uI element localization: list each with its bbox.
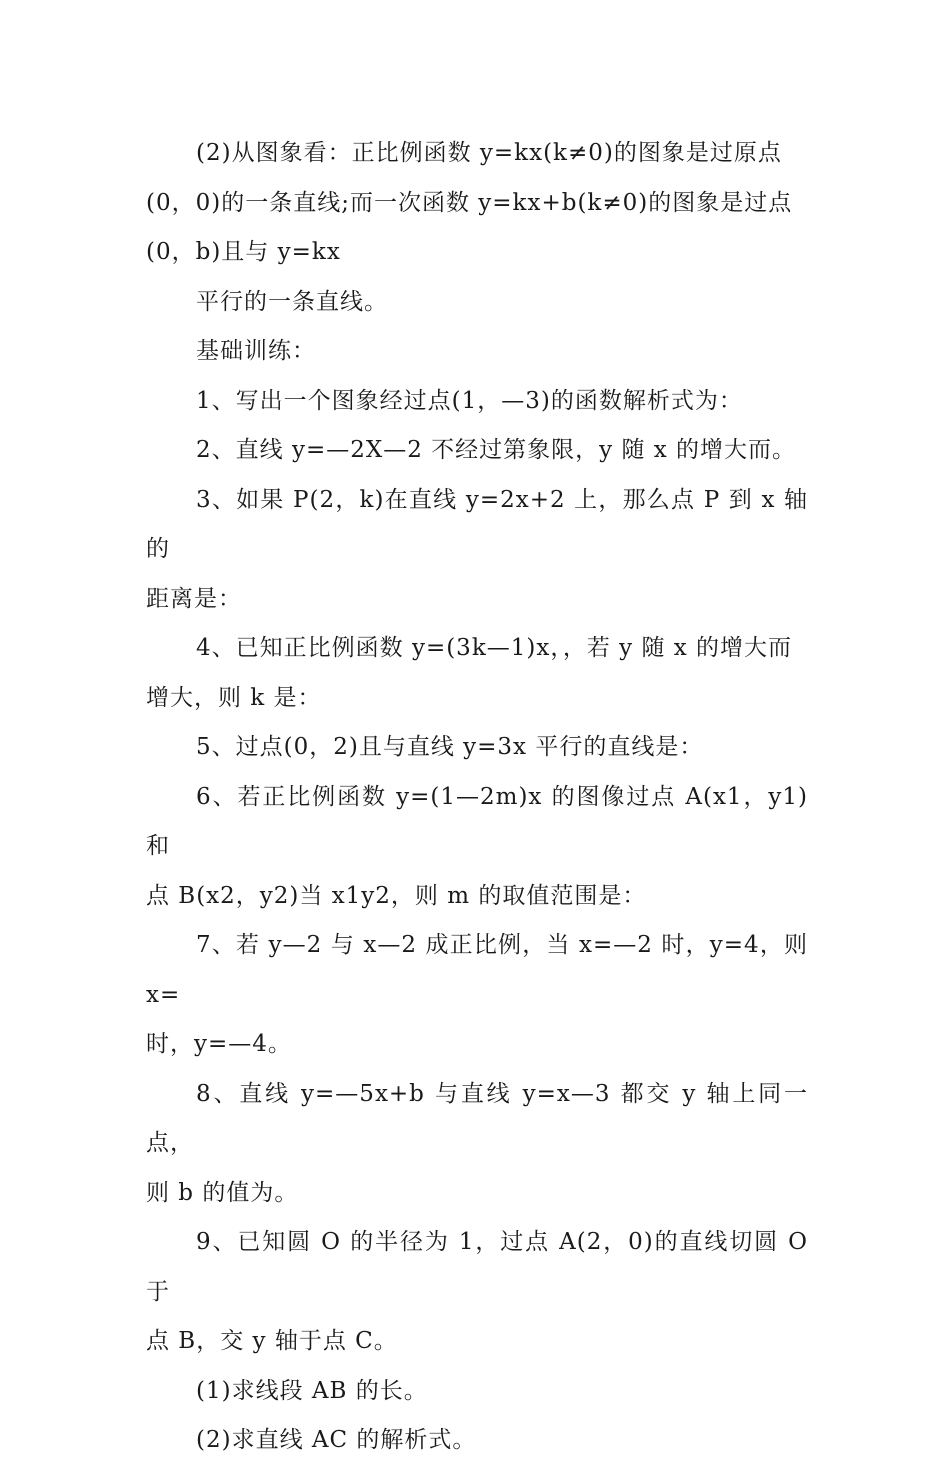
text-line: 1、写出一个图象经过点(1，—3)的函数解析式为： <box>196 387 743 414</box>
text-line: 9、已知圆 O 的半径为 1，过点 A(2，0)的直线切圆 O 于 <box>146 1229 808 1305</box>
question-1 <box>146 377 808 427</box>
text-line: 距离是： <box>146 585 242 612</box>
text-line: 3、如果 P(2，k)在直线 y=2x+2 上，那么点 P 到 x 轴的 <box>146 486 808 562</box>
text-line: (0，0)的一条直线;而一次函数 y=kx+b(k≠0)的图象是过点 <box>146 189 793 216</box>
question-6 <box>146 773 808 922</box>
question-5 <box>146 723 808 773</box>
text-line: 则 b 的值为。 <box>146 1179 299 1206</box>
question-7 <box>146 921 808 1070</box>
text-line: 平行的一条直线。 <box>196 288 388 315</box>
text-line: 4、已知正比例函数 y=(3k—1)x，，若 y 随 x 的增大而 <box>196 635 793 661</box>
paragraph-parallel-line <box>146 278 808 328</box>
question-9 <box>146 1218 808 1367</box>
text-line: 基础训练： <box>196 338 316 364</box>
paragraph-graph-comparison <box>146 129 808 278</box>
text-line: 点 B(x2，y2)当 x1y2，则 m 的取值范围是： <box>146 882 647 909</box>
text-line: 6、若正比例函数 y=(1—2m)x 的图像过点 A(x1，y1)和 <box>146 783 808 859</box>
section-heading-basic-training <box>146 327 808 377</box>
text-line: 增大，则 k 是： <box>146 684 322 711</box>
question-4 <box>146 624 808 723</box>
text-line: 点 B，交 y 轴于点 C。 <box>146 1328 398 1354</box>
question-3 <box>146 476 808 625</box>
text-line: (2)求直线 AC 的解析式。 <box>196 1427 477 1453</box>
question-8 <box>146 1070 808 1219</box>
text-line: (0，b)且与 y=kx <box>146 239 341 265</box>
text-line: 8、直线 y=—5x+b 与直线 y=x—3 都交 y 轴上同一点， <box>146 1080 808 1156</box>
question-9-part-2 <box>146 1416 808 1466</box>
question-9-part-1 <box>146 1367 808 1417</box>
document-body <box>146 129 808 1466</box>
text-line: 时，y=—4。 <box>146 1031 292 1057</box>
text-line: 7、若 y—2 与 x—2 成正比例，当 x=—2 时，y=4，则 x= <box>146 932 808 1008</box>
text-line: (2)从图象看：正比例函数 y=kx(k≠0)的图象是过原点 <box>196 140 782 166</box>
text-line: (1)求线段 AB 的长。 <box>196 1377 428 1404</box>
text-line: 2、直线 y=—2X—2 不经过第象限，y 随 x 的增大而。 <box>196 437 797 463</box>
question-2 <box>146 426 808 476</box>
text-line: 5、过点(0，2)且与直线 y=3x 平行的直线是： <box>196 734 704 760</box>
